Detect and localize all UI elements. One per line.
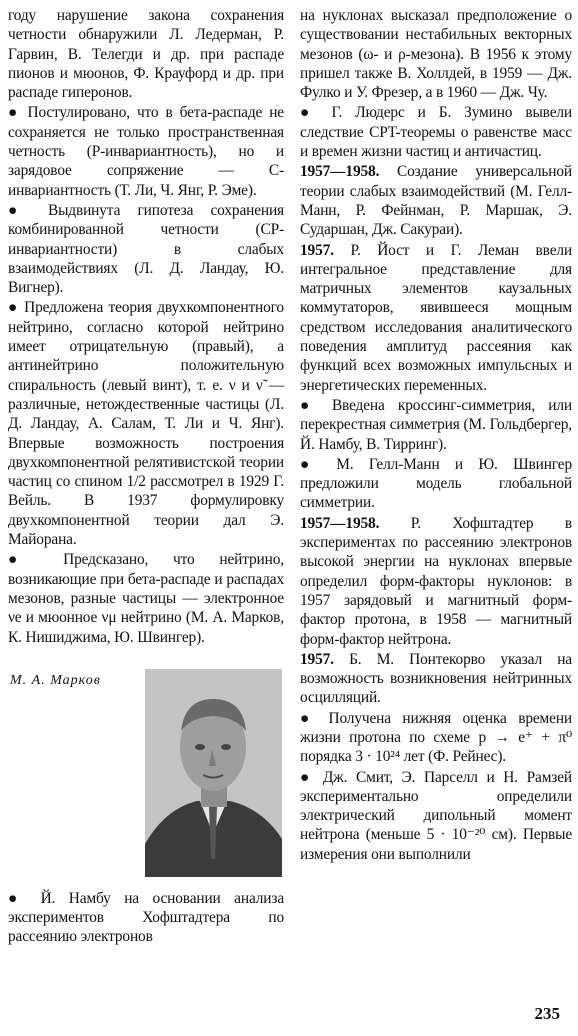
- bullet-icon: ●: [300, 104, 319, 122]
- year-heading: 1957—1958.: [300, 163, 380, 181]
- portrait-caption: М. А. Марков: [10, 672, 101, 688]
- right-paragraph-2: ● Г. Людерс и Б. Зумино вывели следствие CPT-теоремы о равенстве масс и времен жизни частиц и античастиц.: [300, 104, 572, 161]
- year-heading: 1957.: [300, 650, 334, 668]
- left-paragraph-1: году нарушение закона сохранения четности обнаружили Л. Ледерман, Р. Гарвин, В. Телегди и др. при распаде пионов и мюонов, Ф. Крауфорд и др. при распаде гиперонов.: [8, 7, 284, 102]
- year-heading: 1957—1958.: [300, 514, 380, 532]
- right-paragraph-5: ● Введена кроссинг-симметрия, или перекрестная симметрия (М. Гольдбергер, Й. Намбу, В. Тирринг).: [300, 396, 572, 453]
- left-paragraph-5: ● Предсказано, что нейтрино, возникающие при бета-распаде и распадах мезонов, разные частицы — электронное νe и мюонное νμ нейтрино (М. А. Марков, К. Нишиджима, Ю. Швингер).: [8, 551, 284, 646]
- bullet-icon: ●: [300, 768, 315, 786]
- year-heading: 1957.: [300, 241, 334, 259]
- bullet-icon: ●: [8, 889, 28, 907]
- right-paragraph-10: ● Дж. Смит, Э. Парселл и Н. Рамзей экспериментально определили электрический дипольный момент нейтрона (меньше 5 · 10⁻²⁰ см). Первые измерения они выполнили: [300, 768, 572, 863]
- left-column: [8, 6, 284, 947]
- right-paragraph-7: 1957—1958. Р. Хофштадтер в экспериментах по рассеянию электронов высокой энергии на нуклонах впервые определил форм-факторы нуклонов: в 1957 зарядовый и магнитный форм-фактор протона, в 1958 — магнитный форм-фактор нейтрона.: [300, 514, 572, 648]
- right-paragraph-3: 1957—1958. Создание универсальной теории слабых взаимодействий (М. Гелл-Манн, Р. Фейнман, Р. Маршак, Э. Сударшан, Дж. Сакураи).: [300, 163, 573, 239]
- bullet-icon: ●: [300, 709, 317, 727]
- bullet-icon: ●: [8, 201, 31, 219]
- right-column: [300, 6, 572, 864]
- left-paragraph-3: ● Выдвинута гипотеза сохранения комбинированной четности (CP-инвариантности) в слабых взаимодействиях (Л. Д. Ландау, Ю. Вигнер).: [8, 201, 284, 297]
- page-number: 235: [534, 1004, 560, 1023]
- portrait-illustration: [145, 669, 282, 877]
- left-paragraph-2: ● Постулировано, что в бета-распаде не сохраняется не только пространственная четность (P-инвариантность), но и зарядовое сопряжение — C-инвариантность (Т. Ли, Ч. Янг, Р. Эме).: [8, 104, 284, 199]
- left-paragraph-6: ● Й. Намбу на основании анализа экспериментов Хофштадтера по рассеянию электронов: [8, 889, 284, 946]
- bullet-icon: ●: [8, 299, 19, 317]
- bullet-icon: ●: [8, 551, 39, 569]
- bullet-icon: ●: [300, 396, 319, 414]
- right-paragraph-8: 1957. Б. М. Понтекорво указал на возможность возникновения нейтринных осцилляций.: [300, 650, 572, 707]
- right-paragraph-9: ● Получена нижняя оценка времени жизни протона по схеме p → e⁺ + π⁰ порядка 3 · 10²⁴ лет (Ф. Рейнес).: [300, 709, 572, 766]
- bullet-icon: ●: [8, 104, 21, 122]
- left-paragraph-4: ● Предложена теория двухкомпонентного нейтрино, согласно которой нейтрино имеет отрицательную (правый), а антинейтрино положительную спиральность (левый винт), т. е. ν и ν̃ — различные, нетождественные частицы (Л. Д. Ландау, А. Салам, Т. Ли и Ч. Янг). Впервые возможность построения двухкомпонентной релятивистской теории частиц со спином 1/2 рассмотрел в 1929 Г. Вейль. В 1937 формулировку двухкомпонентной теории дал Э. Майорана.: [8, 299, 284, 549]
- bullet-icon: ●: [300, 455, 321, 473]
- right-paragraph-6: ● М. Гелл-Манн и Ю. Швингер предложили модель глобальной симметрии.: [300, 455, 572, 512]
- portrait-block: [8, 669, 284, 885]
- right-paragraph-4: 1957. Р. Йост и Г. Леман ввели интегральное представление для матричных элементов каузальных коммутаторов, явившееся мощным средством исследования аналитического поведения амплитуд рассеяния как функций всех возможных импульсных и энергетических переменных.: [300, 241, 572, 394]
- right-paragraph-1: на нуклонах высказал предположение о существовании нестабильных векторных мезонов (ω- и ρ-мезона). В 1956 к этому пришел также В. Холлдей, в 1959 — Дж. Фулко и У. Фрезер, а в 1960 — Дж. Чу.: [300, 7, 572, 102]
- portrait-photo: [145, 669, 282, 877]
